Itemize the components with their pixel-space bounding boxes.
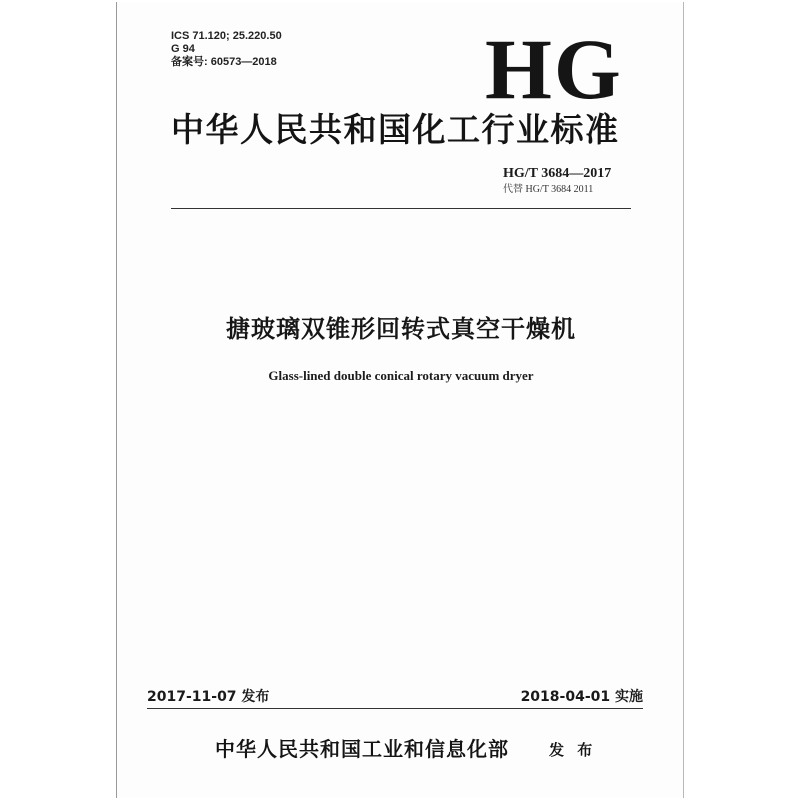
hg-logo: HG <box>485 21 623 117</box>
footer-divider <box>147 708 643 709</box>
classification-codes <box>171 30 282 69</box>
document-title-english: Glass-lined double conical rotary vacuum dryer <box>268 368 534 383</box>
publish-label: 发 布 <box>549 741 597 759</box>
replaces-standard: 代替 HG/T 3684 2011 <box>503 184 594 195</box>
ccs-code: G 94 <box>171 43 195 55</box>
filing-number: 备案号: 60573—2018 <box>171 56 277 68</box>
implementation-date: 2018-04-01 实施 <box>520 689 643 705</box>
standard-category-title: 中华人民共和国化工行业标准 <box>171 110 620 149</box>
issue-date: 2017-11-07 发布 <box>147 689 270 705</box>
standard-cover-page <box>116 2 684 798</box>
document-title-chinese: 搪玻璃双锥形回转式真空干燥机 <box>226 315 576 343</box>
standard-number: HG/T 3684—2017 <box>503 166 612 181</box>
header-divider <box>171 208 631 209</box>
publisher-name: 中华人民共和国工业和信息化部 <box>215 737 509 761</box>
ics-code: ICS 71.120; 25.220.50 <box>171 30 282 42</box>
